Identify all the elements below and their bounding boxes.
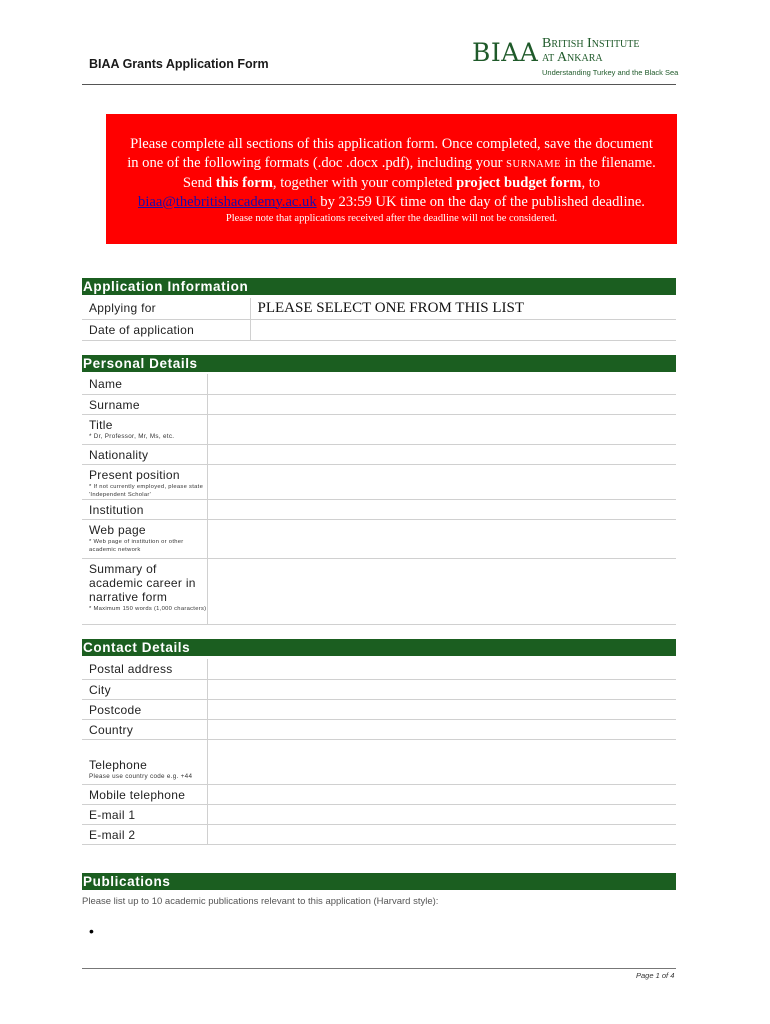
section-application-information: Application Information [82, 278, 676, 295]
summary-label: Summary of academic career in narrative form [89, 561, 196, 604]
logo-name-line2: at Ankara [542, 50, 603, 65]
logo-name-line1: British Institute [542, 36, 640, 51]
section-personal-details: Personal Details [82, 355, 676, 372]
form-row [82, 558, 676, 624]
notice-deadline-warning: Please note that applications received after the deadline will not be considered. [225, 213, 558, 224]
notice-line-4: biaa@thebritishacademy.ac.uk by 23:59 UK time on the day of the published deadline. [138, 193, 645, 210]
telephone-label-cell [82, 739, 207, 784]
form-row [82, 824, 676, 844]
form-row [82, 394, 676, 414]
date-of-application-label: Date of application [82, 319, 250, 340]
form-row [82, 784, 676, 804]
web-page-field[interactable] [207, 519, 676, 558]
institution-label: Institution [82, 499, 207, 519]
form-row [82, 444, 676, 464]
section-contact-details: Contact Details [82, 639, 676, 656]
applying-for-label: Applying for [82, 298, 250, 319]
email-2-label: E-mail 2 [82, 824, 207, 844]
present-position-field[interactable] [207, 464, 676, 499]
surname-field[interactable] [207, 394, 676, 414]
email-2-field[interactable] [207, 824, 676, 844]
web-page-note: * Web page of institution or other academic network [89, 538, 184, 553]
present-position-label: Present position [89, 467, 180, 482]
logo-abbreviation: BIAA [472, 38, 539, 67]
mobile-telephone-field[interactable] [207, 784, 676, 804]
city-label: City [82, 679, 207, 699]
nationality-label: Nationality [82, 444, 207, 464]
surname-label: Surname [82, 394, 207, 414]
title-note: * Dr, Professor, Mr, Ms, etc. [89, 432, 175, 440]
form-row [82, 464, 676, 499]
country-label: Country [82, 719, 207, 739]
web-page-label-cell [82, 519, 207, 558]
form-row [82, 519, 676, 558]
form-row [82, 298, 676, 319]
name-label: Name [82, 374, 207, 394]
instructions-notice [106, 114, 677, 244]
notice-line-1: Please complete all sections of this application form. Once completed, save the document [130, 136, 653, 152]
nationality-field[interactable] [207, 444, 676, 464]
email-link[interactable]: biaa@thebritishacademy.ac.uk [138, 193, 317, 210]
email-1-label: E-mail 1 [82, 804, 207, 824]
personal-details-table [82, 374, 676, 625]
postcode-label: Postcode [82, 699, 207, 719]
publications-instructions: Please list up to 10 academic publications relevant to this application (Harvard style): [82, 896, 439, 907]
telephone-note: Please use country code e.g. +44 [89, 772, 193, 780]
telephone-label: Telephone [89, 757, 148, 772]
section-publications: Publications [82, 873, 676, 890]
page-number: Page 1 of 4 [636, 971, 675, 980]
date-of-application-field[interactable] [250, 319, 676, 340]
web-page-label: Web page [89, 522, 146, 537]
form-row [82, 739, 676, 784]
city-field[interactable] [207, 679, 676, 699]
postal-address-label: Postal address [82, 659, 207, 679]
summary-note: * Maximum 150 words (1,000 characters) [89, 605, 207, 612]
form-row [82, 414, 676, 444]
applying-for-dropdown[interactable] [250, 298, 676, 319]
contact-details-table [82, 659, 676, 845]
name-field[interactable] [207, 374, 676, 394]
institution-field[interactable] [207, 499, 676, 519]
telephone-field[interactable] [207, 739, 676, 784]
publications-list-bullet[interactable]: • [89, 923, 94, 939]
header-divider [82, 84, 676, 85]
position-label-cell [82, 464, 207, 499]
form-row [82, 679, 676, 699]
logo-tagline: Understanding Turkey and the Black Sea [542, 68, 679, 77]
notice-line-2: in one of the following formats (.doc .docx .pdf), including your SURNAME in the filename. [127, 154, 656, 171]
form-row [82, 699, 676, 719]
form-row [82, 374, 676, 394]
title-label-cell [82, 414, 207, 444]
form-row [82, 659, 676, 679]
title-label: Title [89, 417, 113, 432]
document-title: BIAA Grants Application Form [89, 57, 269, 71]
country-field[interactable] [207, 719, 676, 739]
email-1-field[interactable] [207, 804, 676, 824]
summary-label-cell [82, 558, 207, 624]
postal-address-field[interactable] [207, 659, 676, 679]
logo-institute-name [542, 37, 640, 65]
mobile-telephone-label: Mobile telephone [82, 784, 207, 804]
application-information-table [82, 298, 676, 341]
form-row [82, 719, 676, 739]
form-row [82, 319, 676, 340]
present-position-note: * If not currently employed, please state 'Independent Scholar' [89, 483, 204, 498]
title-field[interactable] [207, 414, 676, 444]
footer-divider [82, 968, 676, 969]
summary-field[interactable] [207, 558, 676, 624]
form-row [82, 499, 676, 519]
notice-line-3: Send this form, together with your completed project budget form, to [182, 175, 601, 191]
postcode-field[interactable] [207, 699, 676, 719]
applying-for-selected-value: PLEASE SELECT ONE FROM THIS LIST [257, 300, 525, 316]
form-row [82, 804, 676, 824]
